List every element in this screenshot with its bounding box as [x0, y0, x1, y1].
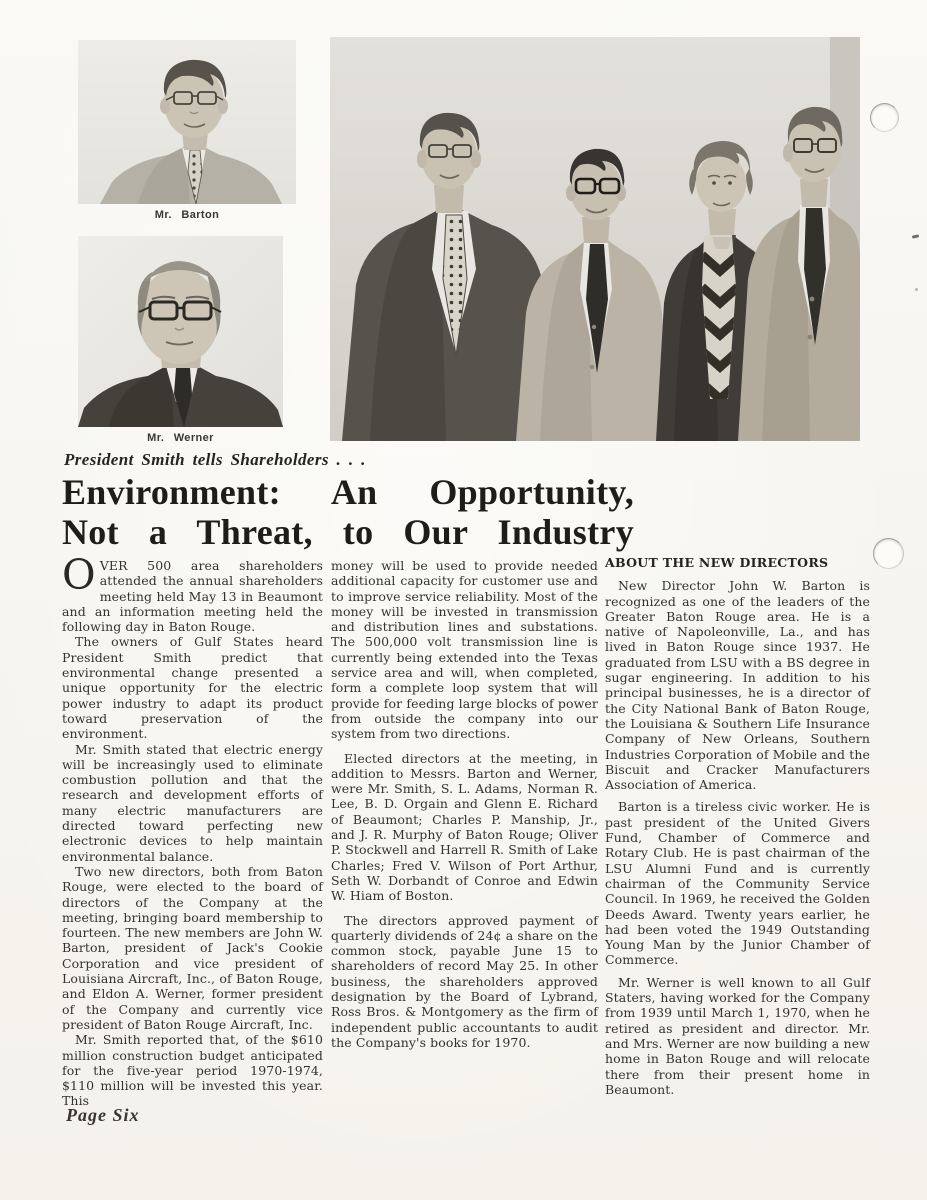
- article-column-1: [62, 551, 323, 1109]
- headline-line-1: Environment: An Opportunity,: [62, 472, 634, 512]
- paragraph: Mr. Smith stated that electric energy will be increasingly used to eliminate combustion pollution and that the research and development efforts of many electric manufacturers are directed toward perfecting new electronic devices to help maintain environmental balance.: [62, 741, 323, 864]
- article-column-3: [605, 555, 870, 1104]
- article-column-2: [331, 558, 598, 1059]
- paragraph: money will be used to provide needed additional capacity for customer use and to improve service reliability. Most of the money will be invested in transmission and distribution lines and substations. The 500,000 volt transmission line is currently being extended into the Texas service area and will, when completed, form a complete loop system that will provide for feeding large blocks of power from outside the company into our system from two directions.: [331, 558, 598, 742]
- paragraph: New Director John W. Barton is recognized as one of the leaders of the Greater Baton Rouge area. He is a native of Napoleonville, La., and has lived in Baton Rouge since 1937. He graduated from LSU with a BS degree in sugar engineering. In addition to his principal businesses, he is a director of the City National Bank of Baton Rouge, the Louisiana & Southern Life Insurance Company of New Orleans, Southern Industries Corporation of Mobile and the Biscuit and Cracker Manufacturers Association of America.: [605, 578, 870, 793]
- paragraph: Mr. Werner is well known to all Gulf Staters, having worked for the Company from 1939 until March 1, 1970, when he retired as president and director. Mr. and Mrs. Werner are now building a new home in Baton Rouge and will relocate there from their present home in Beaumont.: [605, 974, 870, 1097]
- scan-speck: [912, 234, 919, 238]
- paragraph: Barton is a tireless civic worker. He is past president of the United Givers Fund, Chamber of Commerce and Rotary Club. He is past chairman of the LSU Alumni Fund and is currently chairman of the Community Service Council. In 1969, he received the Golden Deeds Award. Twenty years earlier, he had been voted the 1949 Outstanding Young Man by the Junior Chamber of Commerce.: [605, 799, 870, 968]
- scan-speck-faint: [915, 288, 918, 291]
- werner-portrait-photo: [78, 236, 283, 427]
- group-photo: [330, 37, 860, 441]
- paragraph: Two new directors, both from Baton Rouge, were elected to the board of directors of the Company at the meeting, bringing board membership to fourteen. The new members are John W. Barton, president of Jack's Cookie Corporation and vice president of Louisiana Aircraft, Inc., of Baton Rouge, and Eldon A. Werner, former president of the Company and currently vice president of Baton Rouge Aircraft, Inc.: [62, 863, 323, 1032]
- punch-hole-middle: [873, 538, 904, 569]
- paragraph-text: VER 500 area shareholders attended the annual shareholders meeting held May 13 in Beaumont and an information meeting held the following day in Baton Rouge.: [62, 558, 323, 635]
- headline-line-2: Not a Threat, to Our Industry: [62, 512, 634, 552]
- group-photo-illustration: [330, 37, 860, 441]
- section-heading: ABOUT THE NEW DIRECTORS: [605, 555, 829, 570]
- paragraph: The owners of Gulf States heard President Smith predict that environmental change presented a unique opportunity for the electric power industry to adapt its product toward preservation of the environment.: [62, 634, 323, 742]
- paragraph: The directors approved payment of quarterly dividends of 24¢ a share on the common stock, payable June 15 to shareholders of record May 25. In other business, the shareholders approved designation by the Board of Lybrand, Ross Bros. & Montgomery as the firm of independent public accountants to audit the Company's books for 1970.: [331, 912, 598, 1050]
- werner-caption: Mr. Werner: [147, 432, 214, 444]
- article-headline: [62, 472, 634, 552]
- barton-portrait-photo: [78, 40, 296, 204]
- kicker-line: President Smith tells Shareholders . . .: [64, 450, 366, 469]
- drop-cap: O: [62, 551, 96, 599]
- paragraph: Elected directors at the meeting, in addition to Messrs. Barton and Werner, were Mr. Smith, S. L. Adams, Norman R. Lee, B. D. Orgain and Glenn E. Richard of Beaumont; Charles P. Manship, Jr., and J. R. Murphy of Baton Rouge; Oliver P. Stockwell and Harrell R. Smith of Lake Charles; Fred V. Wilson of Port Arthur, Seth W. Dorbandt of Conroe and Edwin W. Hiam of Boston.: [331, 750, 598, 904]
- paragraph: [62, 551, 323, 635]
- page-number: Page Six: [66, 1105, 140, 1125]
- punch-hole-top: [870, 103, 899, 132]
- werner-portrait-illustration: [78, 236, 283, 427]
- paragraph: Mr. Smith reported that, of the $610 million construction budget anticipated for the five-year period 1970-1974, $110 million will be invested this year. This: [62, 1032, 323, 1109]
- barton-caption: Mr. Barton: [154, 209, 220, 221]
- barton-portrait-illustration: [78, 40, 296, 204]
